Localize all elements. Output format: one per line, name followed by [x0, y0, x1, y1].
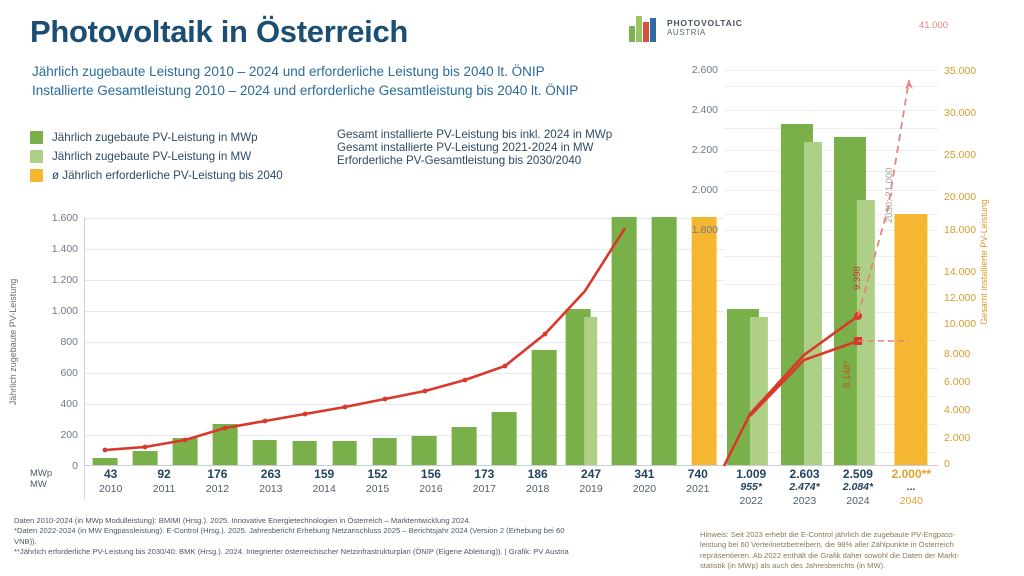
y-tick: 1.600	[51, 212, 78, 224]
x-col-2022	[725, 468, 778, 506]
x-col-2010	[84, 468, 137, 506]
legend-left	[30, 128, 283, 185]
x-col-2020	[618, 468, 671, 506]
value-mwp: 247	[581, 467, 602, 481]
right-tick: 18.000	[944, 224, 977, 236]
logo-sub: AUSTRIA	[667, 28, 706, 37]
legend-label: Jährlich zugebaute PV-Leistung in MW	[52, 150, 252, 163]
right-tick: 12.000	[944, 292, 977, 304]
year-label: 2011	[152, 483, 176, 495]
x-col-2040	[885, 468, 938, 506]
annotation-41000: 41.000	[919, 20, 949, 31]
y-tick: 0	[72, 460, 78, 472]
value-mwp: 186	[527, 467, 548, 481]
legend-label: Jährlich zugebaute PV-Leistung in MWp	[52, 131, 258, 144]
value-mwp: 2.000**	[891, 467, 931, 481]
year-label: 2023	[792, 495, 817, 507]
year-label: 2015	[365, 483, 390, 495]
page-title: Photovoltaik in Österreich	[30, 14, 409, 49]
right-axis-title: Gesamt installierte PV-Leistung	[979, 198, 989, 325]
brand-logo	[632, 14, 743, 42]
year-label: 2010	[99, 483, 123, 495]
x-axis-value-table	[30, 468, 938, 506]
legend-label: Gesamt installierte PV-Leistung bis inkl. 2024 in MWp	[337, 128, 613, 141]
right-tick: 25.000	[944, 149, 977, 161]
x-col-2024	[831, 468, 884, 506]
value-mwp: 159	[314, 467, 335, 481]
right-tick: 8.000	[944, 348, 971, 360]
year-label: 2040	[899, 495, 923, 507]
legend-item	[328, 154, 612, 167]
total-mwp-line	[105, 228, 625, 450]
year-label: 2021	[686, 483, 710, 495]
year-label: 2013	[259, 483, 283, 495]
logo-name: PHOTOVOLTAIC	[667, 18, 743, 28]
x-col-2016	[404, 468, 457, 506]
note-line-3: repräsentieren. Ab 2022 enthält die Grafik daher sowohl die Daten der Markt-	[700, 550, 960, 560]
subtitle-line-2: Installierte Gesamtleistung 2010 – 2024 und erforderliche Gesamtleistung bis 2040 lt. ÖNIP	[32, 83, 579, 98]
year-label: 2017	[472, 483, 496, 495]
logo-bars-icon	[632, 14, 660, 42]
right-tick: 0	[944, 458, 950, 470]
annotation-8148: 8.148*	[842, 360, 853, 388]
total-mwp-line-right	[724, 316, 858, 466]
right-tick: 14.000	[944, 266, 977, 278]
y-tick: 1.000	[51, 305, 78, 317]
right-panel-left-tick: 2.200	[691, 144, 718, 156]
x-col-2023	[778, 468, 831, 506]
note-line-1: Hinweis: Seit 2023 erhebt die E-Control jährlich die zugebaute PV-Engpass-	[700, 530, 956, 539]
year-label: 2012	[205, 483, 230, 495]
y-tick: 800	[60, 336, 78, 348]
legend-item	[30, 147, 283, 166]
legend-item	[328, 141, 612, 154]
right-tick: 30.000	[944, 107, 977, 119]
x-col-2013	[244, 468, 297, 506]
footnote-sources	[14, 516, 574, 558]
value-mw: 2.474*	[789, 481, 820, 493]
year-label: 2016	[419, 483, 443, 495]
footnote-line-3: **Jährlich erforderliche PV-Leistung bis 2030/40: BMK (Hrsg.). 2024. Integrierter österreichischer Netzinfrastrukturplan (ÖNIP (Eigene Ableitung)). | Grafik: PV Austria	[14, 547, 569, 557]
right-panel-left-tick: 2.400	[691, 104, 718, 116]
right-panel-left-tick: 1.800	[691, 224, 718, 236]
subtitle-line-1: Jährlich zugebaute Leistung 2010 – 2024 und erforderliche Leistung bis 2040 lt. ÖNIP	[32, 64, 545, 79]
legend-item	[30, 128, 283, 147]
legend-item	[30, 166, 283, 185]
legend-swatch-mw	[30, 150, 43, 163]
legend-label: Gesamt installierte PV-Leistung 2021-2024 in MW	[337, 141, 594, 154]
legend-swatch-mwp	[30, 131, 43, 144]
x-col-2015	[351, 468, 404, 506]
year-label: 2018	[526, 483, 550, 495]
value-mwp: 176	[207, 467, 228, 481]
note-line-4: statistik (in MWp) als auch des Jahresberichts (in MW).	[700, 561, 886, 571]
year-label: 2019	[579, 483, 603, 495]
right-tick: 20.000	[944, 191, 977, 203]
right-panel-left-tick: 2.000	[691, 184, 718, 196]
value-mw: 2.084*	[842, 481, 874, 493]
note-line-2: leistung bei 60 Verteilnetzbetreibern, die 98% aller Zählpunkte in Österreich	[700, 540, 954, 550]
y-tick: 1.200	[51, 274, 78, 286]
right-tick: 10.000	[944, 318, 977, 330]
x-col-2017	[458, 468, 511, 506]
legend-label: Erforderliche PV-Gesamtleistung bis 2030/2040	[337, 154, 582, 167]
year-label: 2022	[739, 495, 763, 507]
right-tick: 2.000	[944, 432, 971, 444]
footnote-line-2: *Daten 2022-2024 (in MW Engpassleistung): E-Control (Hrsg.). 2025. Jahresbericht Erhebung Netzanschluss 2025 – Berichtsjahr 2024 (Version 2 (Erhebung bei 60 VNB)).	[14, 526, 565, 546]
year-label: 2020	[632, 483, 657, 495]
unit-header	[30, 468, 84, 490]
total-line-chart	[85, 218, 725, 466]
annotation-9398: 9.398	[852, 266, 863, 290]
value-mwp: 2.603	[789, 467, 820, 481]
unit-mw: MW	[30, 479, 47, 490]
year-label: 2024	[846, 495, 870, 507]
y-tick: 200	[60, 429, 78, 441]
value-mwp: 92	[157, 467, 171, 481]
unit-mwp: MWp	[30, 468, 53, 479]
y-tick: 400	[60, 398, 78, 410]
x-col-2011	[137, 468, 190, 506]
value-mwp: 1.009	[736, 467, 767, 481]
year-label: 2014	[312, 483, 336, 495]
value-mwp: 152	[367, 467, 388, 481]
value-mwp: 740	[687, 467, 708, 481]
page-subtitle	[32, 62, 578, 100]
legend-label: ø Jährlich erforderliche PV-Leistung bis 2040	[52, 169, 283, 182]
right-panel-left-tick: 2.600	[691, 64, 718, 76]
value-mwp: 173	[474, 467, 495, 481]
footnote-line-1: Daten 2010-2024 (in MWp Modulleistung): BMIMI (Hrsg.). 2025. Innovative Energietechnologien in Österreich – Marktentwicklung 2024.	[14, 516, 471, 525]
legend-right	[328, 128, 612, 167]
legend-item	[328, 128, 612, 141]
y-tick: 1.400	[51, 243, 78, 255]
x-axis-columns	[84, 468, 938, 506]
x-col-2018	[511, 468, 564, 506]
right-tick: 4.000	[944, 404, 971, 416]
value-mwp: 263	[260, 467, 281, 481]
value-mw: 955*	[740, 481, 762, 493]
value-mwp: 156	[420, 467, 441, 481]
y-tick: 600	[60, 367, 78, 379]
value-mwp: 43	[104, 467, 118, 481]
x-col-2012	[191, 468, 244, 506]
x-col-2014	[298, 468, 351, 506]
footnote-note	[700, 530, 1016, 572]
y-axis-title: Jährlich zugebaute PV-Leistung	[8, 278, 18, 405]
legend-swatch-required	[30, 169, 43, 182]
logo-text	[667, 18, 743, 38]
right-panel-lines	[724, 58, 938, 466]
x-col-2021	[671, 468, 724, 506]
value-mwp: 341	[634, 467, 655, 481]
annotation-2030: 2030: 21.000	[884, 167, 895, 223]
value-mw: ...	[906, 481, 916, 493]
main-plot-area	[8, 212, 724, 472]
x-col-2019	[564, 468, 617, 506]
right-tick: 6.000	[944, 376, 971, 388]
right-tick: 35.000	[944, 65, 977, 77]
value-mwp: 2.509	[842, 467, 873, 481]
